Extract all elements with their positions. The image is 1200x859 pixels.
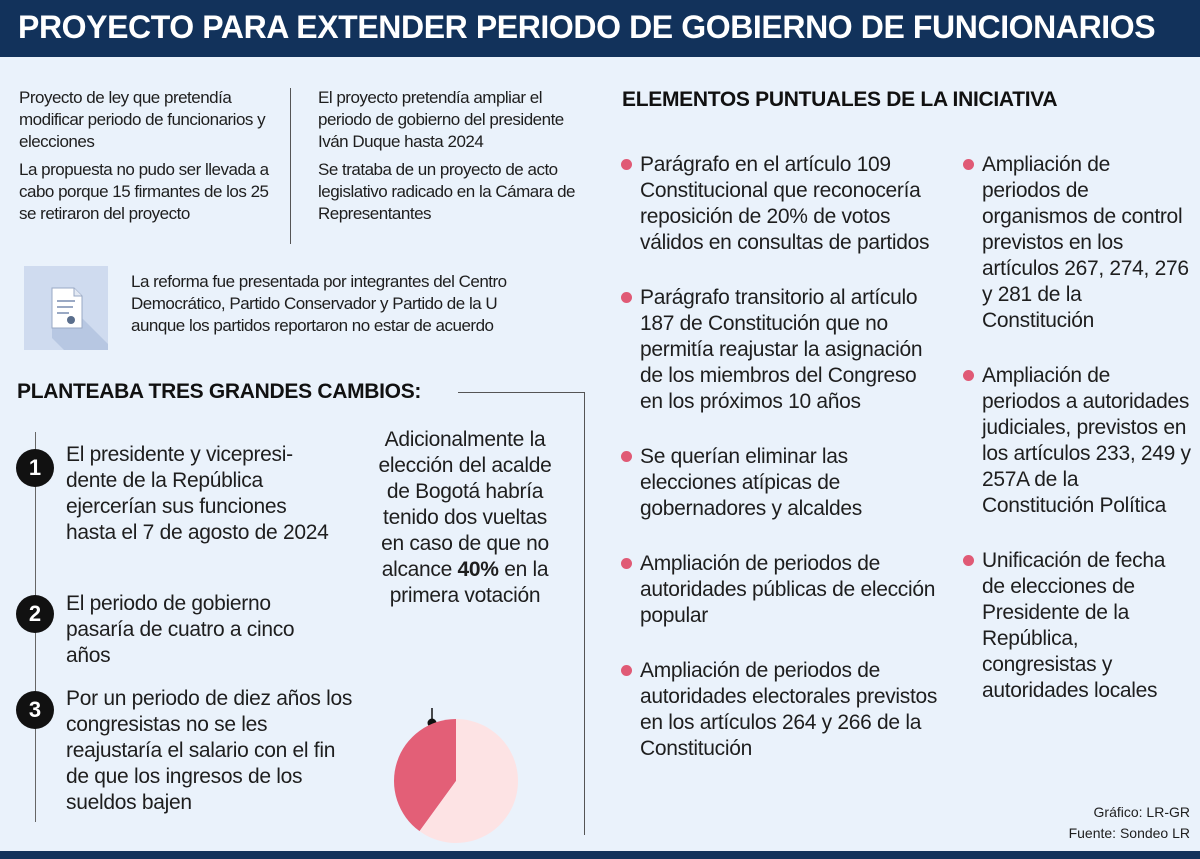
bullet-dot bbox=[621, 292, 632, 303]
bullet-dot bbox=[621, 451, 632, 462]
cambios-bracket-side bbox=[584, 392, 585, 835]
reform-text: La reforma fue presentada por integrantes del Centro Democrático, Partido Conservador y Partido de la U aunque los partidos reportaron no estar de acuerdo bbox=[131, 272, 507, 335]
bullet-dot bbox=[621, 665, 632, 676]
list-item-text: Unificación de fecha de elecciones de Presidente de la República, congresistas y autoridades locales bbox=[982, 549, 1166, 702]
bullet-dot bbox=[963, 370, 974, 381]
credits bbox=[1000, 802, 1190, 844]
elementos-title: ELEMENTOS PUNTUALES DE LA INICIATIVA bbox=[622, 88, 1058, 111]
header-bar bbox=[0, 0, 1200, 57]
list-item bbox=[963, 363, 1193, 519]
list-item-text: Ampliación de periodos de organismos de control previstos en los artículos 267, 274, 276 y 281 de la Constitución bbox=[982, 153, 1189, 332]
document-icon bbox=[24, 266, 108, 350]
intro-paragraph: Proyecto de ley que pretendía modificar periodo de funcionarios y elecciones bbox=[19, 88, 266, 151]
intro-column-2 bbox=[318, 87, 580, 225]
credit-fuente: Fuente: Sondeo LR bbox=[1068, 825, 1190, 841]
pie-chart bbox=[380, 705, 540, 845]
list-item-text: Ampliación de periodos de autoridades públicas de elección popular bbox=[640, 552, 936, 627]
aside-note bbox=[370, 427, 560, 609]
credit-grafico: Gráfico: LR-GR bbox=[1093, 804, 1190, 820]
list-item bbox=[963, 152, 1193, 334]
list-item-text: Se querían eliminar las elecciones atípicas de gobernadores y alcaldes bbox=[640, 445, 862, 520]
elementos-left-column bbox=[621, 152, 941, 762]
page-title: PROYECTO PARA EXTENDER PERIODO DE GOBIERNO DE FUNCIONARIOS bbox=[18, 9, 1156, 45]
intro-divider bbox=[290, 88, 291, 244]
list-item bbox=[621, 444, 941, 522]
step-text: El presidente y vicepresi-dente de la República ejercerían sus funciones hasta el 7 de agosto de 2024 bbox=[66, 443, 329, 544]
intro-paragraph: Se trataba de un proyecto de acto legislativo radicado en la Cámara de Representantes bbox=[318, 160, 575, 223]
intro-paragraph: La propuesta no pudo ser llevada a cabo porque 15 firmantes de los 25 se retiraron del proyecto bbox=[19, 160, 269, 223]
footer-bar bbox=[0, 851, 1200, 859]
aside-text: en la primera votación bbox=[389, 558, 549, 607]
list-item bbox=[621, 658, 941, 762]
bullet-dot bbox=[963, 555, 974, 566]
aside-text: Adicionalmente la elección del acalde de Bogotá habría tenido dos vueltas en caso de que no alcance bbox=[378, 428, 552, 581]
elementos-right-column bbox=[963, 152, 1193, 704]
list-item-text: Parágrafo transitorio al artículo 187 de Constitución que no permitía reajustar la asignación de los miembros del Congreso en los próximos 10 años bbox=[640, 286, 923, 413]
bullet-dot bbox=[621, 159, 632, 170]
list-item bbox=[621, 551, 941, 629]
list-item bbox=[963, 548, 1193, 704]
step-number: 1 bbox=[16, 449, 54, 487]
list-item-text: Parágrafo en el artículo 109 Constitucional que reconocería reposición de 20% de votos válidos en consultas de partidos bbox=[640, 153, 930, 254]
bullet-dot bbox=[963, 159, 974, 170]
step-text: Por un periodo de diez años los congresistas no se les reajustaría el salario con el fin de que los ingresos de los sueldos bajen bbox=[66, 687, 353, 814]
intro-paragraph: El proyecto pretendía ampliar el periodo de gobierno del presidente Iván Duque hasta 2024 bbox=[318, 88, 564, 151]
cambios-title: PLANTEABA TRES GRANDES CAMBIOS: bbox=[17, 380, 422, 403]
cambios-bracket-top bbox=[458, 392, 584, 393]
list-item bbox=[621, 152, 941, 256]
list-item bbox=[621, 285, 941, 415]
aside-percent: 40% bbox=[457, 558, 499, 581]
bullet-dot bbox=[621, 558, 632, 569]
step-number: 2 bbox=[16, 595, 54, 633]
intro-column-1 bbox=[19, 87, 277, 225]
step-text: El periodo de gobierno pasaría de cuatro a cinco años bbox=[66, 592, 295, 667]
list-item-text: Ampliación de periodos de autoridades electorales previstos en los artículos 264 y 266 de la Constitución bbox=[640, 659, 938, 760]
list-item-text: Ampliación de periodos a autoridades judiciales, previstos en los artículos 233, 249 y 257A de la Constitución Política bbox=[982, 364, 1191, 517]
step-number: 3 bbox=[16, 691, 54, 729]
